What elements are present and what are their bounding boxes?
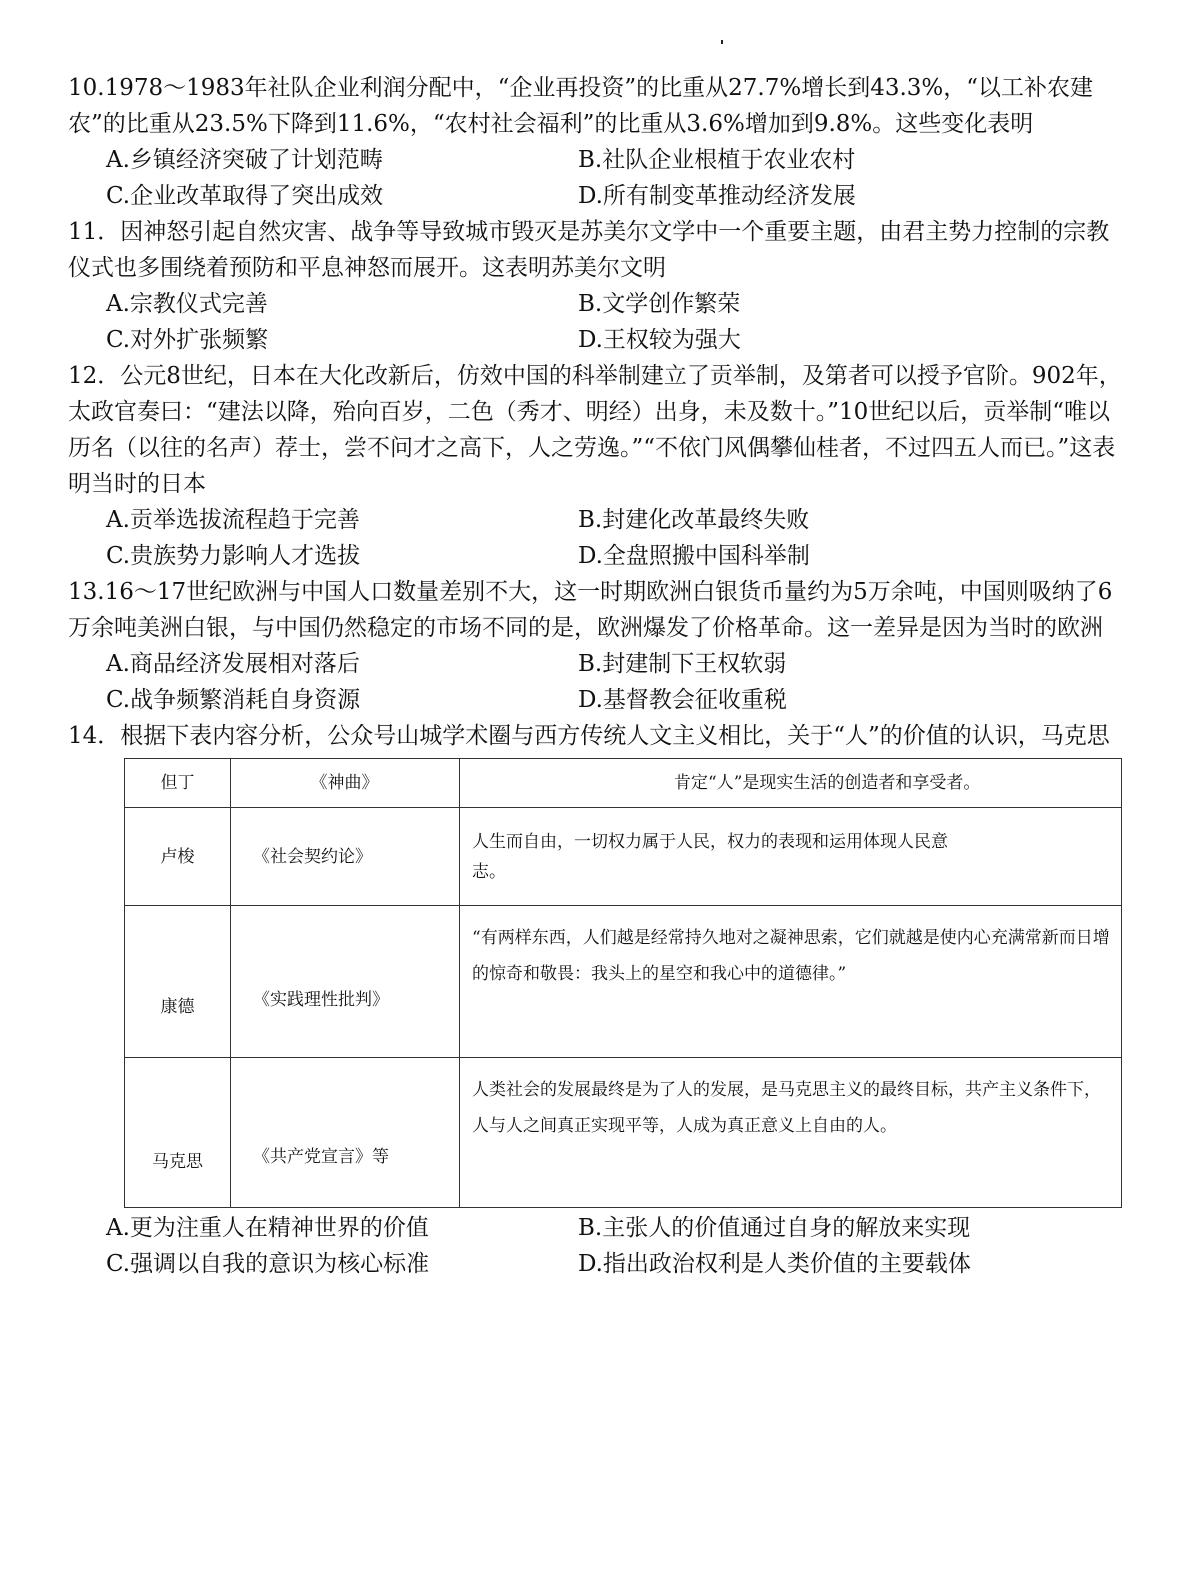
option-list xyxy=(68,142,1126,214)
option-a: A.商品经济发展相对落后 xyxy=(106,651,360,677)
option-d: D.全盘照搬中国科举制 xyxy=(578,543,810,569)
table-cell-work: 《实践理性批判》 xyxy=(231,906,460,1058)
table-cell-view: 肯定“人”是现实生活的创造者和享受者。 xyxy=(460,759,1122,808)
table-cell-person: 马克思 xyxy=(125,1058,231,1208)
table-cell-person: 卢梭 xyxy=(125,808,231,906)
table-cell-work: 《共产党宣言》等 xyxy=(231,1058,460,1208)
scan-dot xyxy=(721,40,723,44)
question-stem: 11．因神怒引起自然灾害、战争等导致城市毁灭是苏美尔文学中一个重要主题，由君主势力控制的宗教仪式也多围绕着预防和平息神怒而展开。这表明苏美尔文明 xyxy=(68,219,1110,281)
table-cell-person: 康德 xyxy=(125,906,231,1058)
option-c: C.对外扩张频繁 xyxy=(106,327,269,353)
option-c: C.贵族势力影响人才选拔 xyxy=(106,543,361,569)
option-list xyxy=(68,1210,1126,1282)
option-c: C.企业改革取得了突出成效 xyxy=(106,183,384,209)
table-cell-view: 人生而自由，一切权力属于人民，权力的表现和运用体现人民意志。 xyxy=(460,808,1122,906)
option-list xyxy=(68,286,1126,358)
question-12 xyxy=(68,358,1126,574)
option-d: D.指出政治权利是人类价值的主要载体 xyxy=(578,1251,971,1277)
table-cell-view: “有两样东西，人们越是经常持久地对之凝神思索，它们就越是使内心充满常新而日增的惊奇和敬畏：我头上的星空和我心中的道德律。” xyxy=(460,906,1122,1058)
comparison-table xyxy=(124,758,1122,1208)
option-b: B.封建化改革最终失败 xyxy=(578,507,810,533)
table-cell-view: 人类社会的发展最终是为了人的发展，是马克思主义的最终目标，共产主义条件下，人与人之间真正实现平等，人成为真正意义上自由的人。 xyxy=(460,1058,1122,1208)
option-d: D.基督教会征收重税 xyxy=(578,687,787,713)
option-b: B.文学创作繁荣 xyxy=(578,291,741,317)
question-11 xyxy=(68,214,1126,358)
option-a: A.乡镇经济突破了计划范畴 xyxy=(106,147,383,173)
question-stem: 14．根据下表内容分析，公众号山城学术圈与西方传统人文主义相比，关于“人”的价值的认识，马克思 xyxy=(68,723,1110,749)
option-d: D.王权较为强大 xyxy=(578,327,741,353)
option-a: A.宗教仪式完善 xyxy=(106,291,268,317)
option-list xyxy=(68,646,1126,718)
option-b: B.主张人的价值通过自身的解放来实现 xyxy=(578,1215,971,1241)
option-c: C.强调以自我的意识为核心标准 xyxy=(106,1251,430,1277)
option-a: A.贡举选拔流程趋于完善 xyxy=(106,507,360,533)
question-14 xyxy=(68,718,1126,1282)
table-cell-work: 《社会契约论》 xyxy=(231,808,460,906)
table-row xyxy=(125,906,1122,1058)
option-c: C.战争频繁消耗自身资源 xyxy=(106,687,361,713)
question-stem: 13.16～17世纪欧洲与中国人口数量差别不大，这一时期欧洲白银货币量约为5万余吨，中国则吸纳了6万余吨美洲白银，与中国仍然稳定的市场不同的是，欧洲爆发了价格革命。这一差异是因为当时的欧洲 xyxy=(68,579,1113,641)
option-b: B.封建制下王权软弱 xyxy=(578,651,787,677)
exam-page xyxy=(68,70,1126,1282)
table-row xyxy=(125,808,1122,906)
table-row xyxy=(125,759,1122,808)
option-d: D.所有制变革推动经济发展 xyxy=(578,183,856,209)
option-list xyxy=(68,502,1126,574)
question-13 xyxy=(68,574,1126,718)
table-cell-person: 但丁 xyxy=(125,759,231,808)
question-stem: 10.1978～1983年社队企业利润分配中，“企业再投资”的比重从27.7%增长到43.3%，“以工补农建农”的比重从23.5%下降到11.6%，“农村社会福利”的比重从3.6%增加到9.8%。这些变化表明 xyxy=(68,75,1094,137)
table-row xyxy=(125,1058,1122,1208)
option-a: A.更为注重人在精神世界的价值 xyxy=(106,1215,429,1241)
question-10 xyxy=(68,70,1126,214)
question-stem: 12．公元8世纪，日本在大化改新后，仿效中国的科举制建立了贡举制，及第者可以授予官阶。902年，太政官奏曰：“建法以降，殆向百岁，二色（秀才、明经）出身，未及数十。”10世纪以后，贡举制“唯以历名（以往的名声）荐士，尝不问才之高下，人之劳逸。”“不依门风偶攀仙桂者，不过四五人而已。”这表明当时的日本 xyxy=(68,363,1122,497)
table-cell-work: 《神曲》 xyxy=(231,759,460,808)
option-b: B.社队企业根植于农业农村 xyxy=(578,147,856,173)
